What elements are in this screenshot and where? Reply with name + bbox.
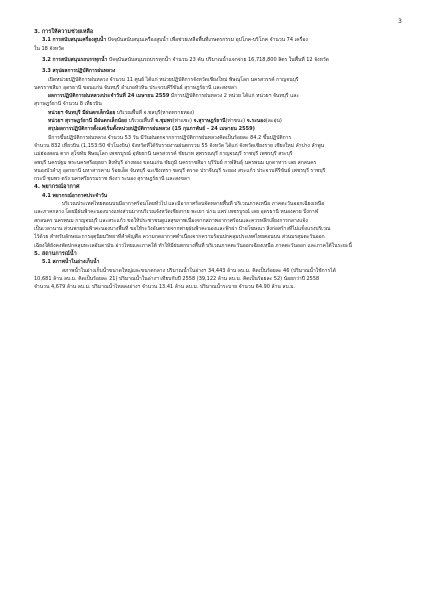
section-5-heading: 5. สถานการณ์น้ำ bbox=[34, 250, 77, 257]
unit-surat-thani bbox=[34, 117, 396, 125]
summary-line-1: มีการขึ้นปฏิบัติการฝนหลวง จำนวน 53 วัน มีวันฝนตกจากการปฏิบัติการฝนหลวงคิดเป็นร้อยละ 84.2 ขึ้นปฏิบัติการ bbox=[48, 134, 292, 141]
cumulative-summary-heading: สรุปผลการปฏิบัติการตั้งแต่เริ่มตั้งหน่วยปฏิบัติการฝนหลวง (15 กุมภาพันธ์ - 24 เมษายน 2559) bbox=[48, 126, 255, 133]
unit-surat-mid: บริเวณพื้นที่ bbox=[126, 118, 156, 125]
forecast-line-6: เฉียงใต้ยังคงพัดปกคลุมทะเลอันดามัน อ่าวไทยและภาคใต้ ทำให้มีฝนตกบางพื้นที่ บริเวณภาคตะวันออกเฉียงเหนือ ภาคตะวันออก และภาคใต้ในระยะนี้ bbox=[34, 242, 352, 249]
item-3-3-heading: สรุปผลการปฏิบัติการฝนหลวง bbox=[52, 68, 116, 75]
unit-chanthaburi bbox=[34, 109, 396, 117]
item-3-2-lead: การสนับสนุนรถบรรทุกน้ำ bbox=[52, 57, 108, 63]
unit-chanthaburi-lead: หน่วยฯ จันทบุรี มีฝนตกเล็กน้อย bbox=[48, 109, 116, 116]
item-3-3-line-1: เปิดหน่วยปฏิบัติการฝนหลวง จำนวน 11 ศูนย์ ได้แก่ หน่วยปฏิบัติการจังหวัดเชียงใหม่ พิษณุโลก นครสวรรค์ กาญจนบุรี bbox=[48, 76, 299, 83]
item-3-2-number: 3.2 bbox=[42, 57, 51, 63]
forecast-line-4: เป็นเวลานาน ส่วนพายุฝนฟ้าคะนองบางพื้นที่ ขอให้ระวังอันตรายจากพายุฝนฟ้าคะนองและฟ้าผ่า ป้ายโฆษณา สิ่งก่อสร้างที่ไม่แข็งแรงบริเวณ bbox=[34, 226, 331, 233]
unit-surat-prov-3: จ.ระนอง bbox=[246, 118, 266, 125]
summary-line-4: ลพบุรี นครปฐม พระนครศรีอยุธยา สิงห์บุรี อ่างทอง ขอนแก่น ชัยภูมิ นครราชสีมา บุรีรัมย์ กาฬสินธุ์ นครพนม มุกดาหาร เลย สกลนคร bbox=[34, 159, 317, 166]
unit-surat-dist-1: (ท่าแซะ) bbox=[172, 118, 194, 125]
forecast-line-2: และภาคกลาง โดยมีฝนฟ้าคะนองบางแห่งส่วนมากบริเวณจังหวัดเชียงราย พะเยา น่าน แพร่ เพชรบูรณ์ เลย อุดรธานี หนองคาย บึงกาฬ bbox=[34, 209, 319, 216]
summary-line-3: แม่ฮ่องสอน ตาก สุโขทัย พิษณุโลก เพชรบูรณ์ อุทัยธานี นครสวรรค์ ชัยนาท สุพรรณบุรี กาญจนบุรี ราชบุรี เพชรบุรี สระบุรี bbox=[34, 151, 293, 158]
daily-result-lead: ผลการปฏิบัติการฝนหลวงประจำวันที่ 24 เมษายน 2559 bbox=[48, 93, 170, 100]
forecast-line-1: บริเวณประเทศไทยตอนบนมีอากาศร้อนโดยทั่วไป และมีอากาศร้อนจัดหลายพื้นที่ บริเวณภาคเหนือ ภาคตะวันออกเฉียงเหนือ bbox=[62, 201, 325, 208]
daily-result-text: มีการปฏิบัติการฝนหลวง 2 หน่วย ได้แก่ หน่วยฯ จันทบุรี และ bbox=[169, 93, 300, 100]
item-3-1 bbox=[34, 36, 396, 44]
item-3-1-line-2: ใน 18 จังหวัด bbox=[34, 45, 65, 52]
forecast-line-3: สกลนคร นครพนม กาญจนบุรี และสระแก้ว ขอให้ประชาชนดูแลสุขภาพเนื่องจากสภาพอากาศร้อนและควรหลีกเลี่ยงการกลางแจ้ง bbox=[34, 217, 308, 224]
item-5-1 bbox=[34, 258, 396, 266]
page-content bbox=[34, 28, 396, 292]
reservoir-line-2: 10,681 ล้าน ลบ.ม. คิดเป็นร้อยละ 21) ปริมาณน้ำในอ่างฯ เทียบกับปี 2558 (39,122 ล้าน ลบ.ม. คิดเป็นร้อยละ 52) น้อยกว่าปี 2558 bbox=[34, 275, 320, 282]
summary-line-6: กระบี่ ชุมพร ตรัง นครศรีธรรมราช พังงา ระนอง สุราษฎร์ธานี และสงขลา bbox=[34, 176, 190, 183]
item-4-1-heading: พยากรณ์อากาศประจำวัน bbox=[52, 192, 108, 199]
daily-result bbox=[34, 92, 396, 100]
unit-surat-prov-1: จ.ชุมพร bbox=[155, 118, 173, 125]
unit-surat-dist-2: (ท่าชนะ) bbox=[225, 118, 247, 125]
item-3-1-text: ปัจจุบันสนับสนุนเครื่องสูบน้ำ เพื่อช่วยเหลือพื้นที่เกษตรกรรม อุปโภค-บริโภค จำนวน 74 เครื่อง bbox=[106, 37, 308, 44]
summary-line-5: หนองบัวลำภู อุดรธานี มหาสารคาม ร้อยเอ็ด จันทบุรี ฉะเชิงเทรา ชลบุรี ตราด ปราจีนบุรี ระยอง สระแก้ว ประจวบคีรีขันธ์ เพชรบุรี ราชบุรี bbox=[34, 167, 326, 174]
item-4-1 bbox=[34, 192, 396, 200]
item-3-1-lead: การสนับสนุนเครื่องสูบน้ำ bbox=[52, 37, 107, 44]
summary-line-2: จำนวน 832 เที่ยวบิน (1,153:50 ชั่วโมงบิน) จังหวัดที่ได้รับรายงานฝนตกรวม 55 จังหวัด ได้แก่ จังหวัดเชียงราย เชียงใหม่ ลำปาง ลำพูน bbox=[34, 142, 325, 149]
unit-surat-dist-3: (ละอุ่น) bbox=[265, 118, 282, 125]
forecast-line-5: ไว้ด้วย สำหรับลักษณะการอุตุนิยมวิทยาที่สำคัญคือ ความกดอากาศต่ำเนื่องจากความร้อนปกคลุมประเทศไทยตอนบน ส่วนมรสุมตะวันออก bbox=[34, 234, 325, 241]
item-3-3-line-2: นครราชสีมา อุดรธานี ขอนแก่น จันทบุรี อำเภอหัวหิน ประจวบคีรีขันธ์ สุราษฎร์ธานี และสงขลา bbox=[34, 84, 237, 91]
reservoir-line-3: จำนวน 4,679 ล้าน ลบ.ม. ปริมาณน้ำไหลลงอ่างฯ จำนวน 13.41 ล้าน ลบ.ม. ปริมาณน้ำระบาย จำนวน 64.90 ล้าน ลบ.ม. bbox=[34, 284, 296, 291]
reservoir-line-1: สภาพน้ำในอ่างเก็บน้ำขนาดใหญ่และขนาดกลาง ปริมาณน้ำในอ่างฯ 34,443 ล้าน ลบ.ม. คิดเป็นร้อยละ 46 (ปริมาณน้ำใช้การได้ bbox=[62, 267, 336, 274]
item-5-1-heading: สภาพน้ำในอ่างเก็บน้ำ bbox=[52, 259, 100, 266]
item-3-3 bbox=[34, 67, 396, 75]
section-3-heading: 3. การให้ความช่วยเหลือ bbox=[34, 29, 94, 35]
page-number: 3 bbox=[398, 18, 402, 25]
item-3-2 bbox=[34, 56, 396, 64]
unit-surat-prov-2: จ.สุราษฎร์ธานี bbox=[193, 118, 226, 125]
item-3-3-number: 3.3 bbox=[42, 68, 51, 75]
daily-result-line-2: สุราษฎร์ธานี จำนวน 8 เที่ยวบิน bbox=[34, 101, 102, 108]
unit-chanthaburi-text: บริเวณพื้นที่ จ.ชลบุรี(หาดทรายทอง) bbox=[115, 109, 195, 116]
section-4-heading: 4. พยากรณ์อากาศ bbox=[34, 184, 80, 191]
item-5-1-number: 5.1 bbox=[42, 259, 51, 266]
unit-surat-lead: หน่วยฯ สุราษฎร์ธานี มีฝนตกเล็กน้อย bbox=[48, 118, 127, 125]
item-4-1-number: 4.1 bbox=[42, 192, 51, 199]
item-3-1-number: 3.1 bbox=[42, 37, 51, 44]
item-3-2-text: ปัจจุบันสนับสนุนรถบรรทุกน้ำ จำนวน 23 คัน ปริมาณน้ำแจกจ่าย 16,718,800 ลิตร ในพื้นที่ 12 จังหวัด bbox=[107, 57, 329, 63]
